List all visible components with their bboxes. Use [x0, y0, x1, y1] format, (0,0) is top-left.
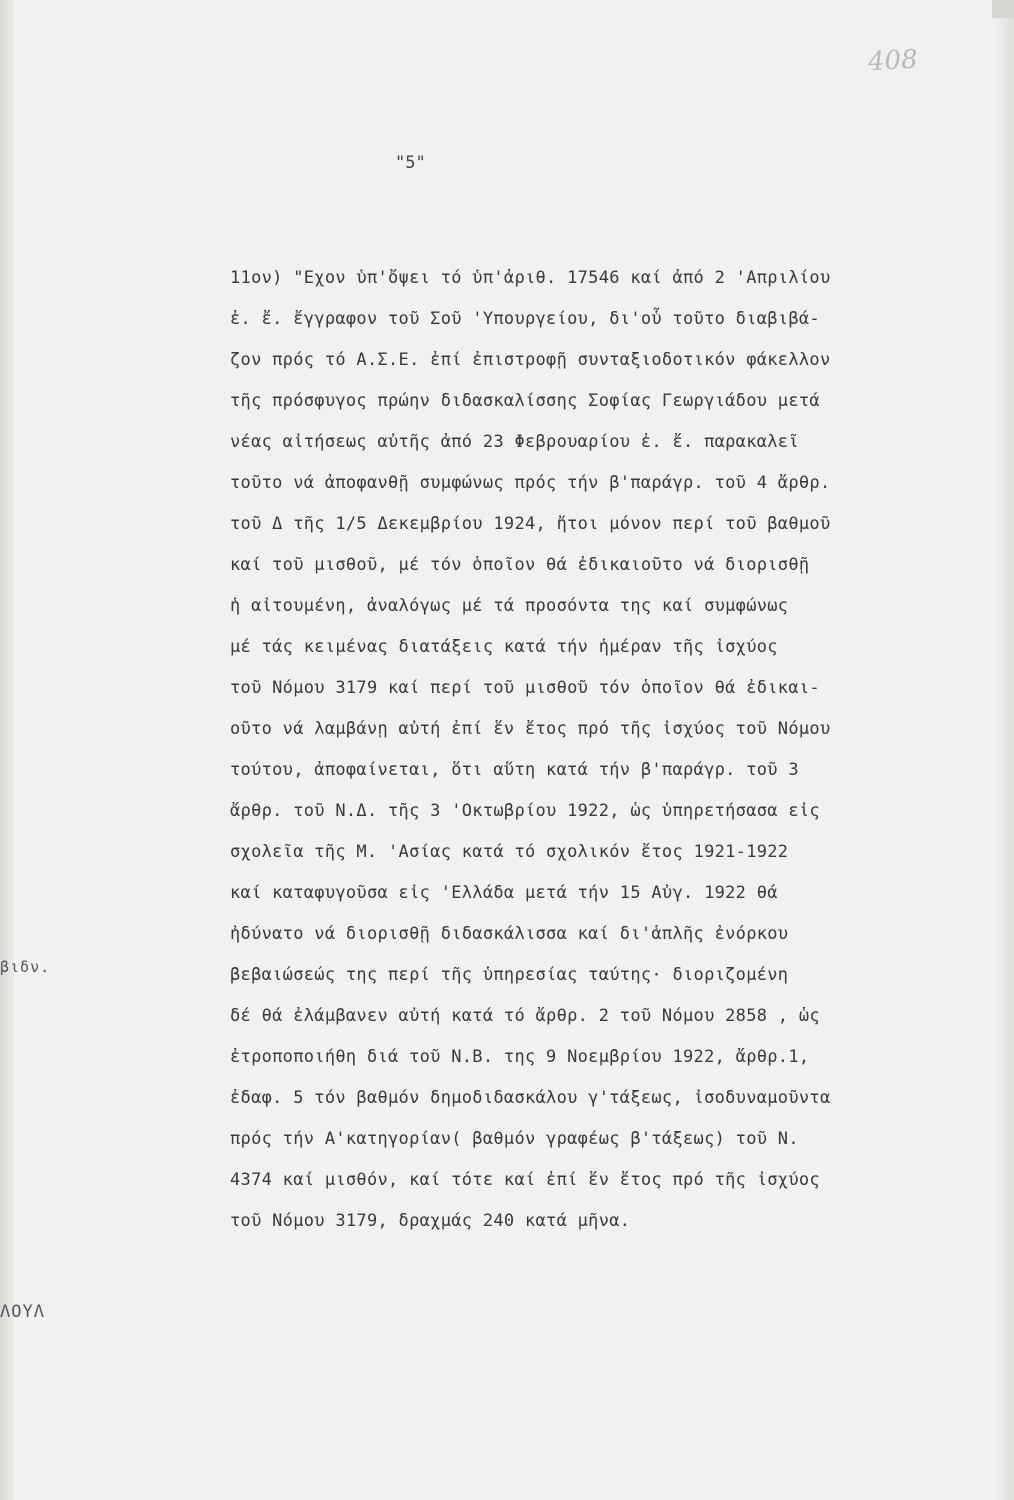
text-line: βεβαιώσεώς της περί τῆς ὑπηρεσίας ταύτης· διοριζομένη: [230, 965, 789, 985]
page-left-edge: [0, 0, 14, 1500]
text-line: ἡ αἰτουμένη, ἀναλόγως μέ τά προσόντα της καί συμφώνως: [230, 596, 789, 616]
margin-fragment: βιδν.: [0, 958, 51, 976]
text-line: καί τοῦ μισθοῦ, μέ τόν ὁποῖον θά ἐδικαιοῦτο νά διορισθῇ: [230, 555, 810, 575]
text-line: δέ θά ἐλάμβανεν αὐτή κατά τό ἄρθρ. 2 τοῦ Νόμου 2858 , ὡς: [230, 1006, 820, 1026]
text-line: ἐ. ἔ. ἔγγραφον τοῦ Σοῦ 'Υπουργείου, δι'οὗ τοῦτο διαβιβά-: [230, 309, 820, 329]
text-line: ἐδαφ. 5 τόν βαθμόν δημοδιδασκάλου γ'τάξεως, ἰσοδυναμοῦντα: [230, 1088, 831, 1108]
text-line: οῦτο νά λαμβάνῃ αὐτή ἐπί ἕν ἔτος πρό τῆς ἰσχύος τοῦ Νόμου: [230, 719, 831, 739]
text-line: τοῦ Νόμου 3179, δραχμάς 240 κατά μῆνα.: [230, 1211, 631, 1231]
page-right-edge: [996, 0, 1014, 1500]
text-line: ἐτροποποιήθη διά τοῦ Ν.Β. της 9 Νοεμβρίου 1922, ἄρθρ.1,: [230, 1047, 810, 1067]
typewritten-body: [230, 258, 976, 1242]
text-line: τοῦ Δ τῆς 1/5 Δεκεμβρίου 1924, ἤτοι μόνον περί τοῦ βαθμοῦ: [230, 514, 831, 534]
handwritten-page-annotation: 408: [867, 44, 919, 78]
text-line: 4374 καί μισθόν, καί τότε καί ἐπί ἕν ἔτος πρό τῆς ἰσχύος: [230, 1170, 820, 1190]
text-line: ζον πρός τό Α.Σ.Ε. ἐπί ἐπιστροφῇ συνταξιοδοτικόν φάκελλον: [230, 350, 831, 370]
text-line: πρός τήν Α'κατηγορίαν( βαθμόν γραφέως β'τάξεως) τοῦ Ν.: [230, 1129, 799, 1149]
text-line: μέ τάς κειμένας διατάξεις κατά τήν ἡμέραν τῆς ἰσχύος: [230, 637, 778, 657]
page-number: "5": [395, 153, 426, 173]
text-line: σχολεῖα τῆς Μ. 'Ασίας κατά τό σχολικόν ἔτος 1921-1922: [230, 842, 789, 862]
text-line: 11ον) "Εχον ὑπ'ὄψει τό ὑπ'ἀριθ. 17546 καί ἀπό 2 'Απριλίου: [230, 268, 831, 288]
text-line: ἄρθρ. τοῦ Ν.Δ. τῆς 3 'Οκτωβρίου 1922, ὡς ὑπηρετήσασα εἰς: [230, 801, 820, 821]
text-line: τοῦτο νά ἀποφανθῇ συμφώνως πρός τήν β'παράγρ. τοῦ 4 ἄρθρ.: [230, 473, 831, 493]
text-line: ἠδύνατο νά διορισθῇ διδασκάλισσα καί δι'ἁπλῆς ἐνόρκου: [230, 924, 789, 944]
text-line: τοῦ Νόμου 3179 καί περί τοῦ μισθοῦ τόν ὁποῖον θά ἐδικαι-: [230, 678, 820, 698]
corner-shadow: [992, 0, 1014, 18]
text-line: καί καταφυγοῦσα εἰς 'Ελλάδα μετά τήν 15 Αὐγ. 1922 θά: [230, 883, 778, 903]
text-line: τῆς πρόσφυγος πρώην διδασκαλίσσης Σοφίας Γεωργιάδου μετά: [230, 391, 820, 411]
margin-fragment: ΛΟΥΛ: [0, 1302, 45, 1322]
text-line: νέας αἰτήσεως αὐτῆς ἀπό 23 Φεβρουαρίου ἐ. ἔ. παρακαλεῖ: [230, 432, 799, 452]
text-line: τούτου, ἀποφαίνεται, ὅτι αὕτη κατά τήν β'παράγρ. τοῦ 3: [230, 760, 799, 780]
